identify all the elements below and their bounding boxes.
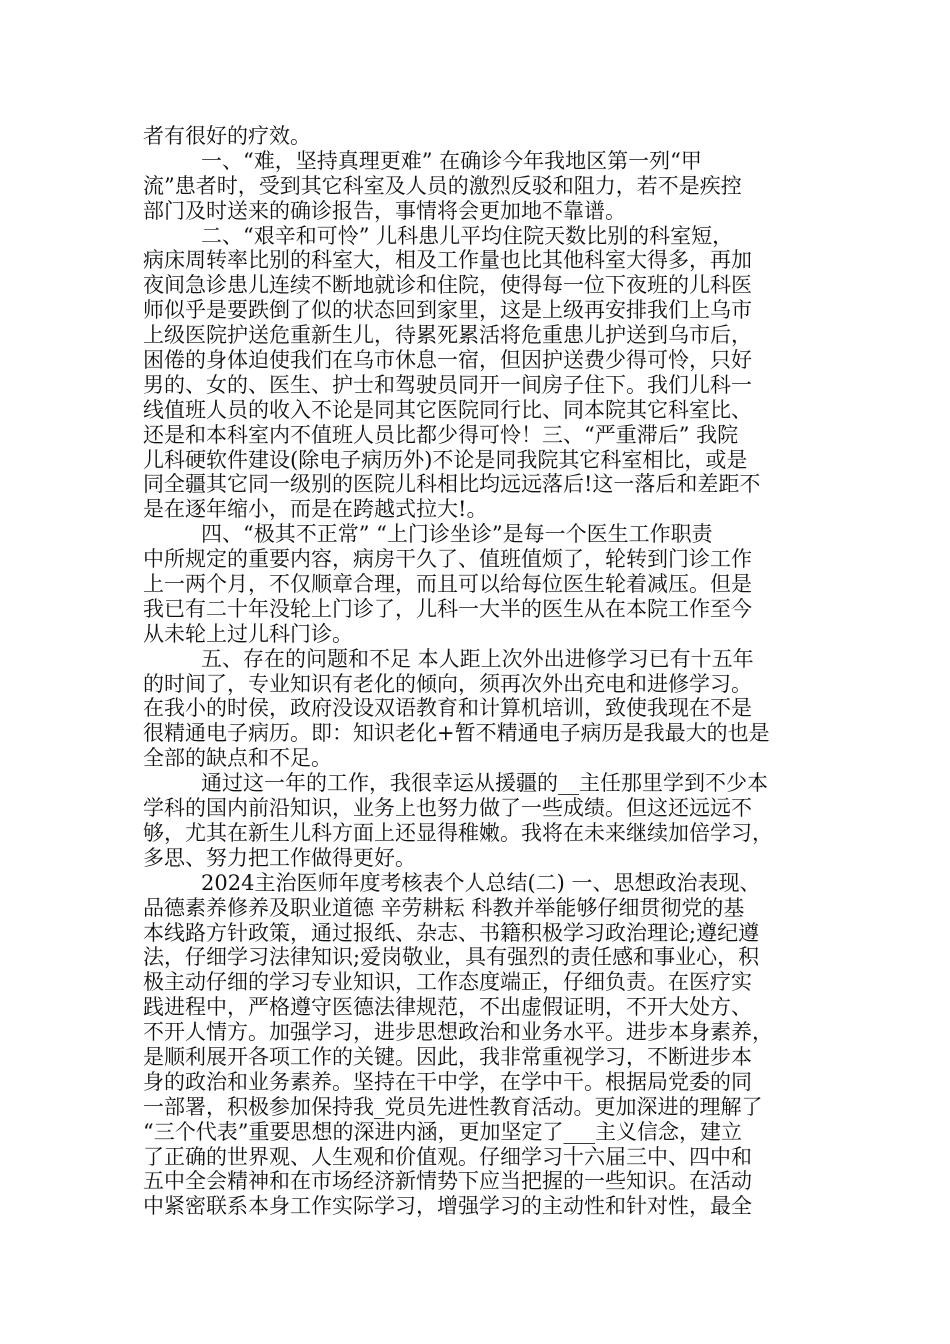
text-line: 学科的国内前沿知识，业务上也努力做了一些成绩。但这还远远不 — [143, 796, 752, 821]
text-line: 困倦的身体迫使我们在乌市休息一宿，但因护送费少得可怜，只好 — [143, 348, 752, 373]
text-line: 流”患者时，受到其它科室及人员的激烈反驳和阻力，若不是疾控 — [143, 173, 742, 198]
text-line: 够，尤其在新生儿科方面上还显得稚嫩。我将在未来继续加倍学习， — [143, 820, 773, 845]
document-body — [143, 124, 823, 1219]
text-line: 全部的缺点和不足。 — [143, 746, 332, 771]
text-line: 一、“难，坚持真理更难” 在确诊今年我地区第一列“甲 — [201, 148, 702, 173]
text-line: 是顺利展开各项工作的关键。因此，我非常重视学习，不断进步本 — [143, 1044, 752, 1069]
text-line: 二、“艰辛和可怜” 儿科患儿平均住院天数比别的科室短， — [201, 223, 734, 248]
text-line: 2024主治医师年度考核表个人总结(二) 一、思想政治表现、 — [201, 870, 761, 895]
text-line: 身的政治和业务素养。坚持在干中学，在学中干。根据局党委的同 — [143, 1069, 752, 1094]
text-line: 践进程中，严格遵守医德法律规范，不出虚假证明，不开大处方、 — [143, 995, 752, 1020]
text-line: 上级医院护送危重新生儿，待累死累活将危重患儿护送到乌市后， — [143, 323, 752, 348]
text-line: 品德素养修养及职业道德 辛劳耕耘 科教并举能够仔细贯彻党的基 — [143, 895, 745, 920]
text-line: 五、存在的问题和不足 本人距上次外出进修学习已有十五年 — [201, 646, 754, 671]
text-line: 男的、女的、医生、护士和驾驶员同开一间房子住下。我们儿科一 — [143, 372, 752, 397]
text-line: 还是和本科室内不值班人员比都少得可怜！三、“严重滞后” 我院 — [143, 422, 739, 447]
text-line: 同全疆其它同一级别的医院儿科相比均远远落后!这一落后和差距不 — [143, 472, 761, 497]
text-line: 五中全会精神和在市场经济新情势下应当把握的一些知识。在活动 — [143, 1169, 752, 1194]
text-line: 上一两个月，不仅顺章合理，而且可以给每位医生轮着减压。但是 — [143, 572, 752, 597]
text-line: 部门及时送来的确诊报告，事情将会更加地不靠谱。 — [143, 198, 626, 223]
text-line: 线值班人员的收入不论是同其它医院同行比、同本院其它科室比、 — [143, 397, 752, 422]
text-line: 本线路方针政策，通过报纸、杂志、书籍积极学习政治理论;遵纪遵 — [143, 920, 760, 945]
text-line: “三个代表”重要思想的深进内涵，更加坚定了___主义信念，建立 — [143, 1119, 742, 1144]
text-line: 了正确的世界观、人生观和价值观。仔细学习十六届三中、四中和 — [143, 1144, 752, 1169]
text-line: 者有很好的疗效。 — [143, 124, 311, 148]
text-line: 从未轮上过儿科门诊。 — [143, 621, 353, 646]
text-line: 一部署，积极参加保持我_党员先进性教育活动。更加深进的理解了 — [143, 1094, 763, 1119]
text-line: 是在逐年缩小，而是在跨越式拉大!。 — [143, 497, 488, 522]
text-line: 多思、努力把工作做得更好。 — [143, 845, 416, 870]
text-line: 我已有二十年没轮上门诊了，儿科一大半的医生从在本院工作至今 — [143, 596, 752, 621]
text-line: 不开人情方。加强学习，进步思想政治和业务水平。进步本身素养， — [143, 1020, 773, 1045]
text-line: 在我小的时侯，政府没设双语教育和计算机培训，致使我现在不是 — [143, 696, 752, 721]
text-line: 法，仔细学习法律知识;爱岗敬业，具有强烈的责任感和事业心，积 — [143, 945, 760, 970]
text-line: 中所规定的重要内容，病房干久了、值班值烦了，轮转到门诊工作 — [143, 547, 752, 572]
text-line: 师似乎是要跌倒了似的状态回到家里，这是上级再安排我们上乌市 — [143, 298, 752, 323]
text-line: 四、“极其不正常” “上门诊坐诊”是每一个医生工作职责 — [201, 522, 713, 547]
text-line: 病床周转率比别的科室大，相及工作量也比其他科室大得多，再加 — [143, 248, 752, 273]
text-line: 儿科硬软件建设(除电子病历外)不论是同我院其它科室相比，或是 — [143, 447, 748, 472]
text-line: 通过这一年的工作，我很幸运从援疆的__主任那里学到不少本 — [201, 771, 768, 796]
text-line: 中紧密联系本身工作实际学习，增强学习的主动性和针对性，最全 — [143, 1194, 752, 1219]
text-line: 的时间了，专业知识有老化的倾向，须再次外出充电和进修学习。 — [143, 671, 752, 696]
text-line: 很精通电子病历。即：知识老化+暂不精通电子病历是我最大的也是 — [143, 721, 770, 746]
text-line: 夜间急诊患儿连续不断地就诊和住院，使得每一位下夜班的儿科医 — [143, 273, 752, 298]
text-line: 极主动仔细的学习专业知识，工作态度端正，仔细负责。在医疗实 — [143, 970, 752, 995]
